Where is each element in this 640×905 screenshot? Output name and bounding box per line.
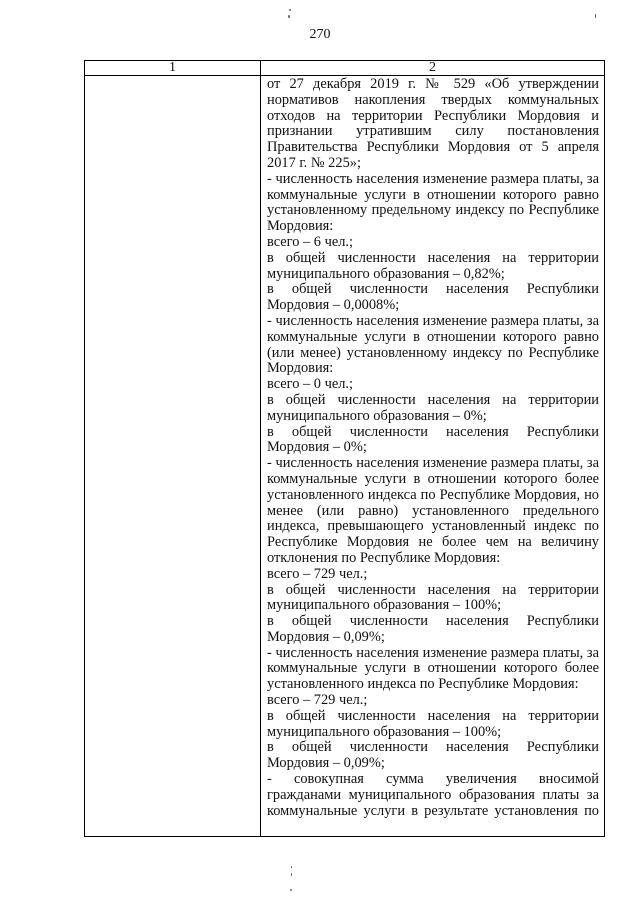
text-line: признании утратившим силу постановления — [267, 123, 599, 140]
cell-column-1 — [85, 76, 261, 837]
text-line: (или менее) установленному индексу по Республике — [267, 344, 599, 361]
text-line: Республике Мордовия не более чем на величину — [267, 534, 599, 551]
text-line: Мордовия – 0%; — [267, 439, 367, 456]
scan-speck — [289, 9, 291, 11]
text-line: отклонения по Республике Мордовия: — [267, 549, 501, 566]
text-line: всего – 0 чел.; — [267, 376, 353, 393]
text-line: в общей численности населения Республики — [267, 739, 599, 756]
text-line: в общей численности населения на территории — [267, 707, 599, 724]
text-line: 2017 г. № 225»; — [267, 154, 361, 171]
scan-speck — [288, 15, 290, 18]
column-header-1: 1 — [85, 61, 261, 76]
text-line: муниципального образования – 100%; — [267, 597, 502, 614]
text-line: - численность населения изменение размера платы, за — [267, 170, 599, 187]
text-line: в общей численности населения Республики — [267, 423, 599, 440]
text-line: коммунальные услуги в отношении которого более — [267, 470, 599, 487]
scan-speck — [290, 889, 292, 891]
text-line: - численность населения изменение размера платы, за — [267, 644, 599, 661]
table-header-row — [85, 61, 605, 76]
text-line: Мордовия – 0,0008%; — [267, 297, 400, 314]
text-line: Правительства Республики Мордовия от 5 апреля — [267, 139, 599, 156]
column-header-2: 2 — [261, 61, 605, 76]
text-line: в общей численности населения на территории — [267, 391, 599, 408]
text-line: Мордовия: — [267, 360, 334, 377]
text-line: установленному предельному индексу по Республике — [267, 202, 599, 219]
text-line: Мордовия – 0,09%; — [267, 628, 385, 645]
text-line: от 27 декабря 2019 г. № 529 «Об утверждении — [267, 76, 599, 92]
text-line: установленного индекса по Республике Мордовия: — [267, 676, 579, 693]
text-line: в общей численности населения Республики — [267, 281, 599, 298]
text-line: индекса, превышающего установленный индекс по — [267, 518, 599, 535]
text-line: в общей численности населения Республики — [267, 613, 599, 630]
scan-speck — [595, 14, 596, 18]
text-line: в общей численности населения на территории — [267, 581, 599, 598]
text-line: установленного индекса по Республике Мордовия, но — [267, 486, 599, 503]
text-line: менее (или равно) установленного предельного — [267, 502, 599, 519]
text-line: отходов на территории Республики Мордовия и — [267, 107, 599, 124]
text-line: муниципального образования – 0%; — [267, 407, 487, 424]
text-line: гражданами муниципального образования платы за — [267, 786, 599, 803]
text-line: - численность населения изменение размера платы, за — [267, 312, 599, 329]
text-line: коммунальные услуги в отношении которого равно — [267, 328, 599, 345]
text-line: коммунальные услуги в отношении которого более — [267, 660, 599, 677]
text-line: в общей численности населения на территории — [267, 249, 599, 266]
scan-speck — [291, 873, 292, 876]
text-line: муниципального образования – 0,82%; — [267, 265, 505, 282]
page-number: 270 — [309, 27, 331, 42]
text-line: Мордовия – 0,09%; — [267, 755, 385, 772]
text-line: всего – 729 чел.; — [267, 692, 368, 709]
cell-text — [267, 77, 599, 819]
document-table — [84, 60, 605, 837]
text-line: коммунальные услуги в результате установления по — [267, 802, 599, 819]
text-line: муниципального образования – 100%; — [267, 723, 502, 740]
table-row — [85, 76, 605, 837]
scan-speck — [291, 866, 292, 868]
text-line: коммунальные услуги в отношении которого равно — [267, 186, 599, 203]
text-line: Мордовия: — [267, 218, 334, 235]
text-line: - численность населения изменение размера платы, за — [267, 455, 599, 472]
cell-column-2 — [261, 76, 605, 837]
text-line: всего – 6 чел.; — [267, 233, 353, 250]
text-line: - совокупная сумма увеличения вносимой — [267, 771, 599, 788]
text-line: всего – 729 чел.; — [267, 565, 368, 582]
text-line: нормативов накопления твердых коммунальных — [267, 91, 599, 108]
